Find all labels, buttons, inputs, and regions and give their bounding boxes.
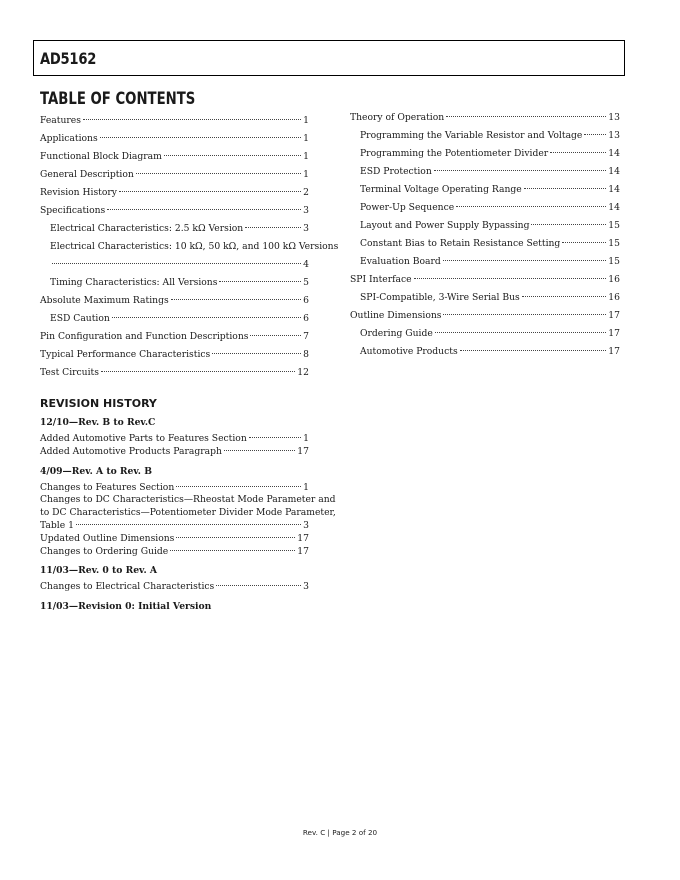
toc-entry-page: 3: [303, 223, 309, 234]
toc-entry-page: 16: [608, 274, 620, 285]
toc-entry[interactable]: [40, 310, 309, 328]
dot-leader: [250, 335, 301, 336]
revision-change-last-line: [40, 520, 309, 533]
dot-leader: [107, 209, 301, 210]
toc-entry[interactable]: [40, 202, 309, 220]
dot-leader: [522, 296, 607, 297]
dot-leader: [176, 486, 301, 487]
revision-change-item: [40, 482, 309, 495]
toc-entry-page: 14: [608, 184, 620, 195]
revision-change-text: Added Automotive Products Paragraph: [40, 445, 222, 457]
toc-entry-page: 13: [608, 130, 620, 141]
revision-history-list: [40, 414, 336, 621]
page-footer: Rev. C | Page 2 of 20: [302, 828, 378, 837]
toc-entry-label: Layout and Power Supply Bypassing: [360, 220, 530, 231]
dot-leader: [171, 299, 301, 300]
dot-leader: [584, 134, 606, 135]
dot-leader: [219, 281, 301, 282]
part-number-title: AD5162: [40, 49, 97, 68]
toc-entry[interactable]: [40, 238, 339, 274]
revision-change-item: [40, 546, 309, 559]
dot-leader: [52, 263, 301, 264]
toc-entry-label: Timing Characteristics: All Versions: [50, 277, 218, 288]
toc-entry[interactable]: [40, 220, 309, 238]
revision-change-text: Changes to Electrical Characteristics: [40, 581, 215, 593]
revision-change-page: 1: [303, 481, 309, 493]
revision-change-page: 17: [297, 545, 309, 557]
toc-left-column: [40, 112, 339, 382]
toc-entry-page: 6: [303, 313, 309, 324]
toc-entry-leader-line: [50, 256, 309, 274]
toc-entry-label: Ordering Guide: [360, 328, 433, 339]
revision-version-title: 12/10—Rev. B to Rev.C: [40, 417, 156, 428]
page-header-box: [33, 40, 625, 76]
revision-version-title: 4/09—Rev. A to Rev. B: [40, 465, 152, 477]
dot-leader: [524, 188, 607, 189]
toc-entry-page: 4: [303, 259, 309, 270]
toc-entry-label: Typical Performance Characteristics: [40, 349, 211, 360]
dot-leader: [170, 550, 295, 551]
dot-leader: [460, 350, 607, 351]
toc-entry-label: Terminal Voltage Operating Range: [360, 184, 522, 195]
toc-entry[interactable]: [40, 292, 309, 310]
dot-leader: [443, 260, 607, 261]
toc-entry-label: Absolute Maximum Ratings: [40, 295, 169, 306]
dot-leader: [414, 278, 607, 279]
dot-leader: [531, 224, 606, 225]
toc-entry[interactable]: [350, 343, 620, 361]
toc-entry-page: 14: [608, 166, 620, 177]
toc-entry-label: Constant Bias to Retain Resistance Setting: [360, 238, 561, 249]
dot-leader: [112, 317, 301, 318]
revision-change-page: 3: [303, 519, 309, 531]
toc-entry-label: Pin Configuration and Function Descriptions: [40, 331, 249, 342]
toc-entry-label: Evaluation Board: [360, 256, 441, 267]
toc-entry-page: 15: [608, 238, 620, 249]
toc-entry-label: SPI Interface: [350, 274, 412, 285]
toc-entry-page: 7: [303, 331, 309, 342]
toc-entry-page: 17: [608, 346, 620, 357]
revision-change-item: [40, 494, 336, 532]
toc-entry-label: Specifications: [40, 205, 106, 216]
dot-leader: [562, 242, 606, 243]
revision-version-title: 11/03—Revision 0: Initial Version: [40, 601, 212, 613]
toc-entry[interactable]: [40, 112, 309, 130]
dot-leader: [101, 371, 295, 372]
revision-change-page: 3: [303, 581, 309, 593]
toc-entry[interactable]: [40, 130, 309, 148]
dot-leader: [136, 173, 301, 174]
toc-entry[interactable]: [40, 346, 309, 364]
dot-leader: [100, 137, 301, 138]
toc-entry[interactable]: [350, 199, 620, 217]
toc-entry-label: Features: [40, 115, 81, 126]
toc-entry-label: Power-Up Sequence: [360, 202, 455, 213]
toc-entry-page: 16: [608, 292, 620, 303]
dot-leader: [224, 450, 295, 451]
toc-entry-page: 1: [303, 151, 309, 162]
toc-heading: TABLE OF CONTENTS: [40, 89, 196, 109]
toc-entry[interactable]: [350, 235, 620, 253]
dot-leader: [456, 206, 606, 207]
revision-change-page: 1: [303, 433, 309, 444]
spacer: [40, 594, 309, 598]
toc-right-column: [350, 109, 620, 361]
toc-entry[interactable]: [40, 148, 309, 166]
revision-change-text: Updated Outline Dimensions: [40, 532, 175, 544]
toc-entry[interactable]: [40, 166, 309, 184]
revision-change-text: Changes to Features Section: [40, 481, 175, 493]
toc-entry-page: 14: [608, 148, 620, 159]
toc-entry-page: 2: [303, 187, 309, 198]
revision-change-text: to DC Characteristics—Potentiometer Divider Mode Parameter,: [40, 507, 336, 519]
toc-entry-label: Applications: [40, 133, 98, 144]
toc-entry-page: 5: [303, 277, 309, 288]
dot-leader: [164, 155, 301, 156]
toc-entry[interactable]: [350, 271, 620, 289]
revision-change-text: Changes to DC Characteristics—Rheostat Mode Parameter and: [40, 494, 336, 506]
toc-entry-label: General Description: [40, 169, 134, 180]
revision-change-item: [40, 446, 309, 459]
toc-entry[interactable]: [350, 307, 620, 325]
toc-entry-label: ESD Protection: [360, 166, 432, 177]
spacer: [40, 617, 309, 621]
dot-leader: [176, 537, 295, 538]
dot-leader: [212, 353, 301, 354]
toc-entry-page: 14: [608, 202, 620, 213]
toc-entry-label: Electrical Characteristics: 2.5 kΩ Version: [50, 223, 244, 234]
toc-entry[interactable]: [40, 184, 309, 202]
revision-change-item: [40, 433, 309, 446]
dot-leader: [83, 119, 301, 120]
toc-entry-page: 3: [303, 205, 309, 216]
dot-leader: [76, 524, 301, 525]
toc-entry-label: Programming the Potentiometer Divider: [360, 148, 549, 159]
toc-entry-label: Outline Dimensions: [350, 310, 442, 321]
spacer: [40, 459, 309, 463]
toc-entry-label: Electrical Characteristics: 10 kΩ, 50 kΩ, and 100 kΩ Versions: [50, 241, 339, 252]
toc-entry-label: Functional Block Diagram: [40, 151, 162, 162]
revision-change-text: Added Automotive Parts to Features Section: [40, 433, 247, 444]
dot-leader: [249, 437, 301, 438]
dot-leader: [245, 227, 301, 228]
toc-entry[interactable]: [350, 163, 620, 181]
toc-entry[interactable]: [350, 253, 620, 271]
toc-entry-page: 12: [297, 367, 309, 378]
revision-change-page: 17: [297, 445, 309, 457]
toc-entry-page: 17: [608, 310, 620, 321]
toc-entry[interactable]: [40, 274, 309, 292]
revision-change-text: Table 1: [40, 519, 74, 531]
toc-entry-label: Test Circuits: [40, 367, 99, 378]
dot-leader: [550, 152, 606, 153]
dot-leader: [434, 170, 607, 171]
toc-entry-page: 17: [608, 328, 620, 339]
toc-entry-label: ESD Caution: [50, 313, 110, 324]
dot-leader: [446, 116, 606, 117]
revision-change-page: 17: [297, 532, 309, 544]
toc-entry[interactable]: [350, 181, 620, 199]
dot-leader: [435, 332, 606, 333]
dot-leader: [216, 585, 301, 586]
toc-entry-page: 1: [303, 169, 309, 180]
revision-change-item: [40, 533, 309, 546]
toc-entry[interactable]: [350, 217, 620, 235]
toc-entry[interactable]: [350, 289, 620, 307]
toc-entry-label: Revision History: [40, 187, 117, 198]
revision-change-item: [40, 581, 309, 594]
revision-change-text: Changes to Ordering Guide: [40, 545, 169, 557]
spacer: [40, 558, 309, 562]
toc-entry-page: 1: [303, 133, 309, 144]
toc-entry[interactable]: [350, 145, 620, 163]
revision-history-heading: REVISION HISTORY: [40, 397, 157, 410]
toc-entry-page: 15: [608, 220, 620, 231]
toc-entry[interactable]: [350, 109, 620, 127]
toc-entry-label: Automotive Products: [360, 346, 458, 357]
toc-entry[interactable]: [40, 364, 309, 382]
toc-entry[interactable]: [40, 328, 309, 346]
toc-entry-label: Theory of Operation: [350, 112, 445, 123]
toc-entry-page: 8: [303, 349, 309, 360]
dot-leader: [119, 191, 301, 192]
toc-entry-label: SPI-Compatible, 3-Wire Serial Bus: [360, 292, 520, 303]
toc-entry-page: 6: [303, 295, 309, 306]
dot-leader: [443, 314, 606, 315]
toc-entry-label: Programming the Variable Resistor and Voltage: [360, 130, 583, 141]
toc-entry-page: 15: [608, 256, 620, 267]
toc-entry-page: 1: [303, 115, 309, 126]
revision-version-title: 11/03—Rev. 0 to Rev. A: [40, 565, 157, 577]
toc-entry-page: 13: [608, 112, 620, 123]
toc-entry[interactable]: [350, 127, 620, 145]
toc-entry[interactable]: [350, 325, 620, 343]
